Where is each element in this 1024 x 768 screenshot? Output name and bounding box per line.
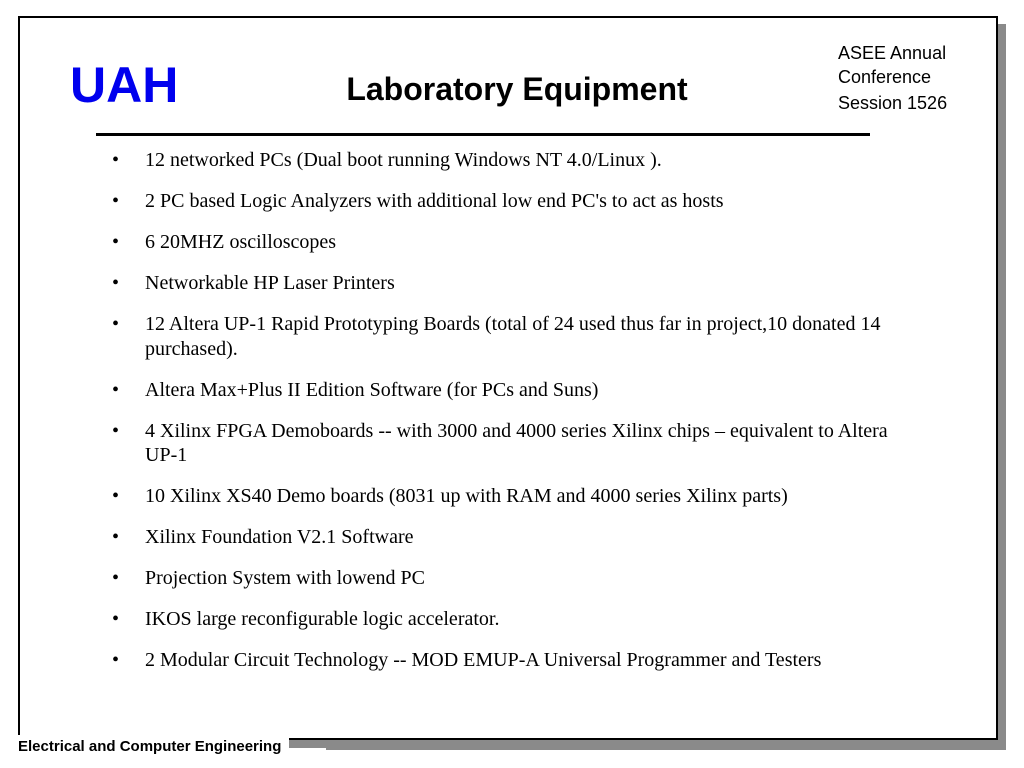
list-item xyxy=(112,230,917,255)
list-item-text: 6 20MHZ oscilloscopes xyxy=(145,231,337,253)
list-item-text: 4 Xilinx FPGA Demoboards -- with 3000 and 4000 series Xilinx chips – equivalent to Altera UP-1 xyxy=(145,419,888,466)
list-item-text: Altera Max+Plus II Edition Software (for PCs and Suns) xyxy=(145,378,599,401)
uah-logo: UAH xyxy=(70,57,179,113)
list-item xyxy=(112,525,917,550)
conference-info xyxy=(838,41,978,115)
equipment-list xyxy=(112,148,917,689)
list-item xyxy=(112,419,917,468)
list-item-text: Networkable HP Laser Printers xyxy=(145,272,395,294)
list-item-text: 2 Modular Circuit Technology -- MOD EMUP-A Universal Programmer and Testers xyxy=(145,649,822,671)
list-item-text: 10 Xilinx XS40 Demo boards (8031 up with RAM and 4000 series Xilinx parts) xyxy=(145,485,788,507)
bullet-icon: • xyxy=(112,567,120,589)
list-item xyxy=(112,312,917,361)
list-item-text: 2 PC based Logic Analyzers with additional low end PC's to act as hosts xyxy=(145,190,724,212)
bullet-icon: • xyxy=(112,313,120,335)
bullet-icon: • xyxy=(112,526,120,548)
bullet-icon: • xyxy=(112,231,120,253)
list-item xyxy=(112,566,917,591)
list-item-text: 12 Altera UP-1 Rapid Prototyping Boards (total of 24 used thus far in project,10 donated 14 purchased). xyxy=(145,313,881,360)
list-item xyxy=(112,271,917,296)
list-item-text: Projection System with lowend PC xyxy=(145,567,425,589)
list-item xyxy=(112,484,917,509)
list-item xyxy=(112,378,917,403)
list-item-text: Xilinx Foundation V2.1 Software xyxy=(145,526,414,548)
list-item xyxy=(112,607,917,632)
bullet-icon: • xyxy=(112,149,120,171)
list-item-text: IKOS large reconfigurable logic accelerator. xyxy=(145,608,500,630)
bullet-icon: • xyxy=(112,272,120,294)
bullet-icon: • xyxy=(112,649,120,671)
list-item xyxy=(112,189,917,214)
bullet-icon: • xyxy=(112,608,120,630)
session-number: Session 1526 xyxy=(838,93,948,113)
conference-line-1: ASEE Annual xyxy=(838,43,947,63)
footer-bar xyxy=(326,740,1006,750)
list-item xyxy=(112,148,917,173)
slide-title: Laboratory Equipment xyxy=(346,71,688,107)
bullet-icon: • xyxy=(112,378,120,401)
bullet-icon: • xyxy=(112,485,120,507)
list-item xyxy=(112,648,917,673)
conference-line-2: Conference xyxy=(838,67,932,87)
title-divider xyxy=(96,133,870,136)
bullet-icon: • xyxy=(112,190,120,212)
list-item-text: 12 networked PCs (Dual boot running Windows NT 4.0/Linux ). xyxy=(145,149,662,171)
bullet-icon: • xyxy=(112,419,120,442)
footer-department: Electrical and Computer Engineering xyxy=(13,735,289,759)
